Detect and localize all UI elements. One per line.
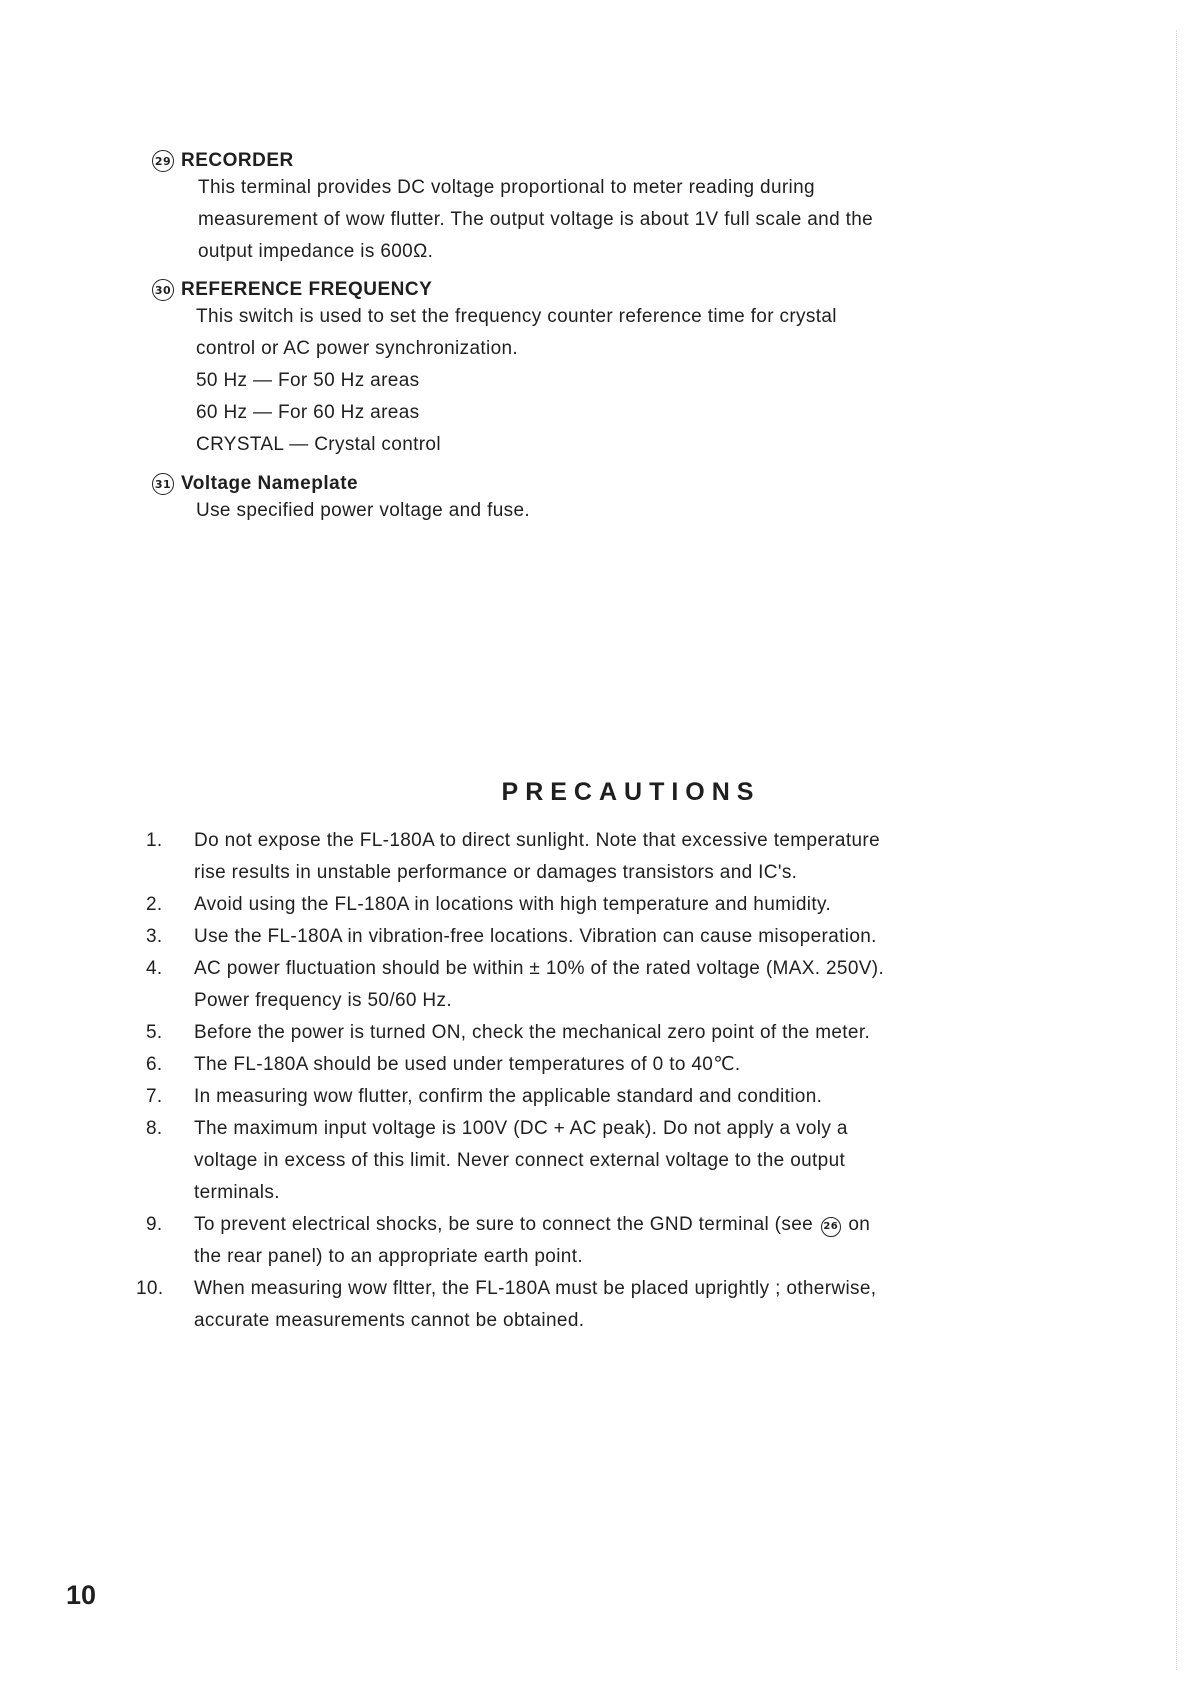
item-number: 1. — [146, 830, 163, 851]
item-line: Before the power is turned ON, check the mechanical zero point of the meter. — [194, 1022, 871, 1043]
section-heading — [152, 279, 837, 301]
item-line: Avoid using the FL-180A in locations with high temperature and humidity. — [194, 894, 832, 915]
body-line: 60 Hz — For 60 Hz areas — [196, 402, 420, 423]
item-number: 3. — [146, 926, 163, 947]
list-item — [146, 1209, 884, 1273]
page-edge-rule — [1176, 30, 1177, 1670]
heading-text: REFERENCE FREQUENCY — [181, 279, 433, 300]
body-line: This terminal provides DC voltage proportional to meter reading during — [198, 177, 815, 198]
section-recorder — [152, 150, 873, 268]
list-item — [146, 1017, 884, 1049]
circled-number: 30 — [152, 279, 174, 301]
item-line-text: To prevent electrical shocks, be sure to connect the GND terminal (see — [194, 1214, 814, 1235]
page-number: 10 — [66, 1580, 97, 1610]
item-line-text: on — [848, 1214, 871, 1235]
list-item — [146, 953, 884, 1017]
list-item — [146, 1113, 884, 1209]
item-number: 8. — [146, 1118, 163, 1139]
item-line: In measuring wow flutter, confirm the applicable standard and condition. — [194, 1086, 823, 1107]
body-line: output impedance is 600Ω. — [198, 241, 434, 262]
item-line: terminals. — [194, 1182, 280, 1203]
section-heading — [152, 150, 873, 172]
list-item — [146, 825, 884, 889]
item-line: voltage in excess of this limit. Never connect external voltage to the output — [194, 1150, 846, 1171]
item-line: the rear panel) to an appropriate earth point. — [194, 1246, 583, 1267]
item-line — [194, 1209, 870, 1241]
list-item — [136, 1273, 884, 1337]
heading-text: Voltage Nameplate — [181, 473, 359, 494]
body-line: measurement of wow flutter. The output voltage is about 1V full scale and the — [198, 209, 874, 230]
item-line: The FL-180A should be used under temperatures of 0 to 40℃. — [194, 1054, 741, 1075]
item-line: AC power fluctuation should be within ± 10% of the rated voltage (MAX. 250V). — [194, 958, 885, 979]
precautions-title: PRECAUTIONS — [501, 778, 761, 806]
circled-number: 29 — [152, 150, 174, 172]
item-line: Power frequency is 50/60 Hz. — [194, 990, 452, 1011]
item-line: Use the FL-180A in vibration-free locations. Vibration can cause misoperation. — [194, 926, 877, 947]
item-line: When measuring wow fltter, the FL-180A must be placed uprightly ; otherwise, — [194, 1278, 877, 1299]
list-item — [146, 1049, 884, 1081]
item-number: 6. — [146, 1054, 163, 1075]
list-item — [146, 921, 884, 953]
circled-number: 31 — [152, 473, 174, 495]
section-reference-frequency — [152, 279, 837, 461]
item-number: 9. — [146, 1214, 163, 1235]
item-line: rise results in unstable performance or damages transistors and IC's. — [194, 862, 798, 883]
heading-text: RECORDER — [181, 150, 294, 171]
item-number: 5. — [146, 1022, 163, 1043]
body-line: Use specified power voltage and fuse. — [196, 500, 531, 521]
item-line: accurate measurements cannot be obtained. — [194, 1310, 585, 1331]
body-line: 50 Hz — For 50 Hz areas — [196, 370, 420, 391]
item-number: 7. — [146, 1086, 163, 1107]
body-line: control or AC power synchronization. — [196, 338, 519, 359]
section-voltage-nameplate — [152, 473, 530, 527]
body-line: This switch is used to set the frequency counter reference time for crystal — [196, 306, 837, 327]
precautions-list — [136, 825, 885, 1337]
circled-reference-number: 26 — [821, 1217, 841, 1237]
list-item — [146, 1081, 884, 1113]
section-heading — [152, 473, 530, 495]
item-line: Do not expose the FL-180A to direct sunlight. Note that excessive temperature — [194, 830, 880, 851]
item-number: 2. — [146, 894, 163, 915]
body-line: CRYSTAL — Crystal control — [196, 434, 441, 455]
item-number: 10. — [136, 1278, 164, 1299]
list-item — [146, 889, 884, 921]
item-line: The maximum input voltage is 100V (DC + AC peak). Do not apply a voly a — [194, 1118, 848, 1139]
item-number: 4. — [146, 958, 163, 979]
